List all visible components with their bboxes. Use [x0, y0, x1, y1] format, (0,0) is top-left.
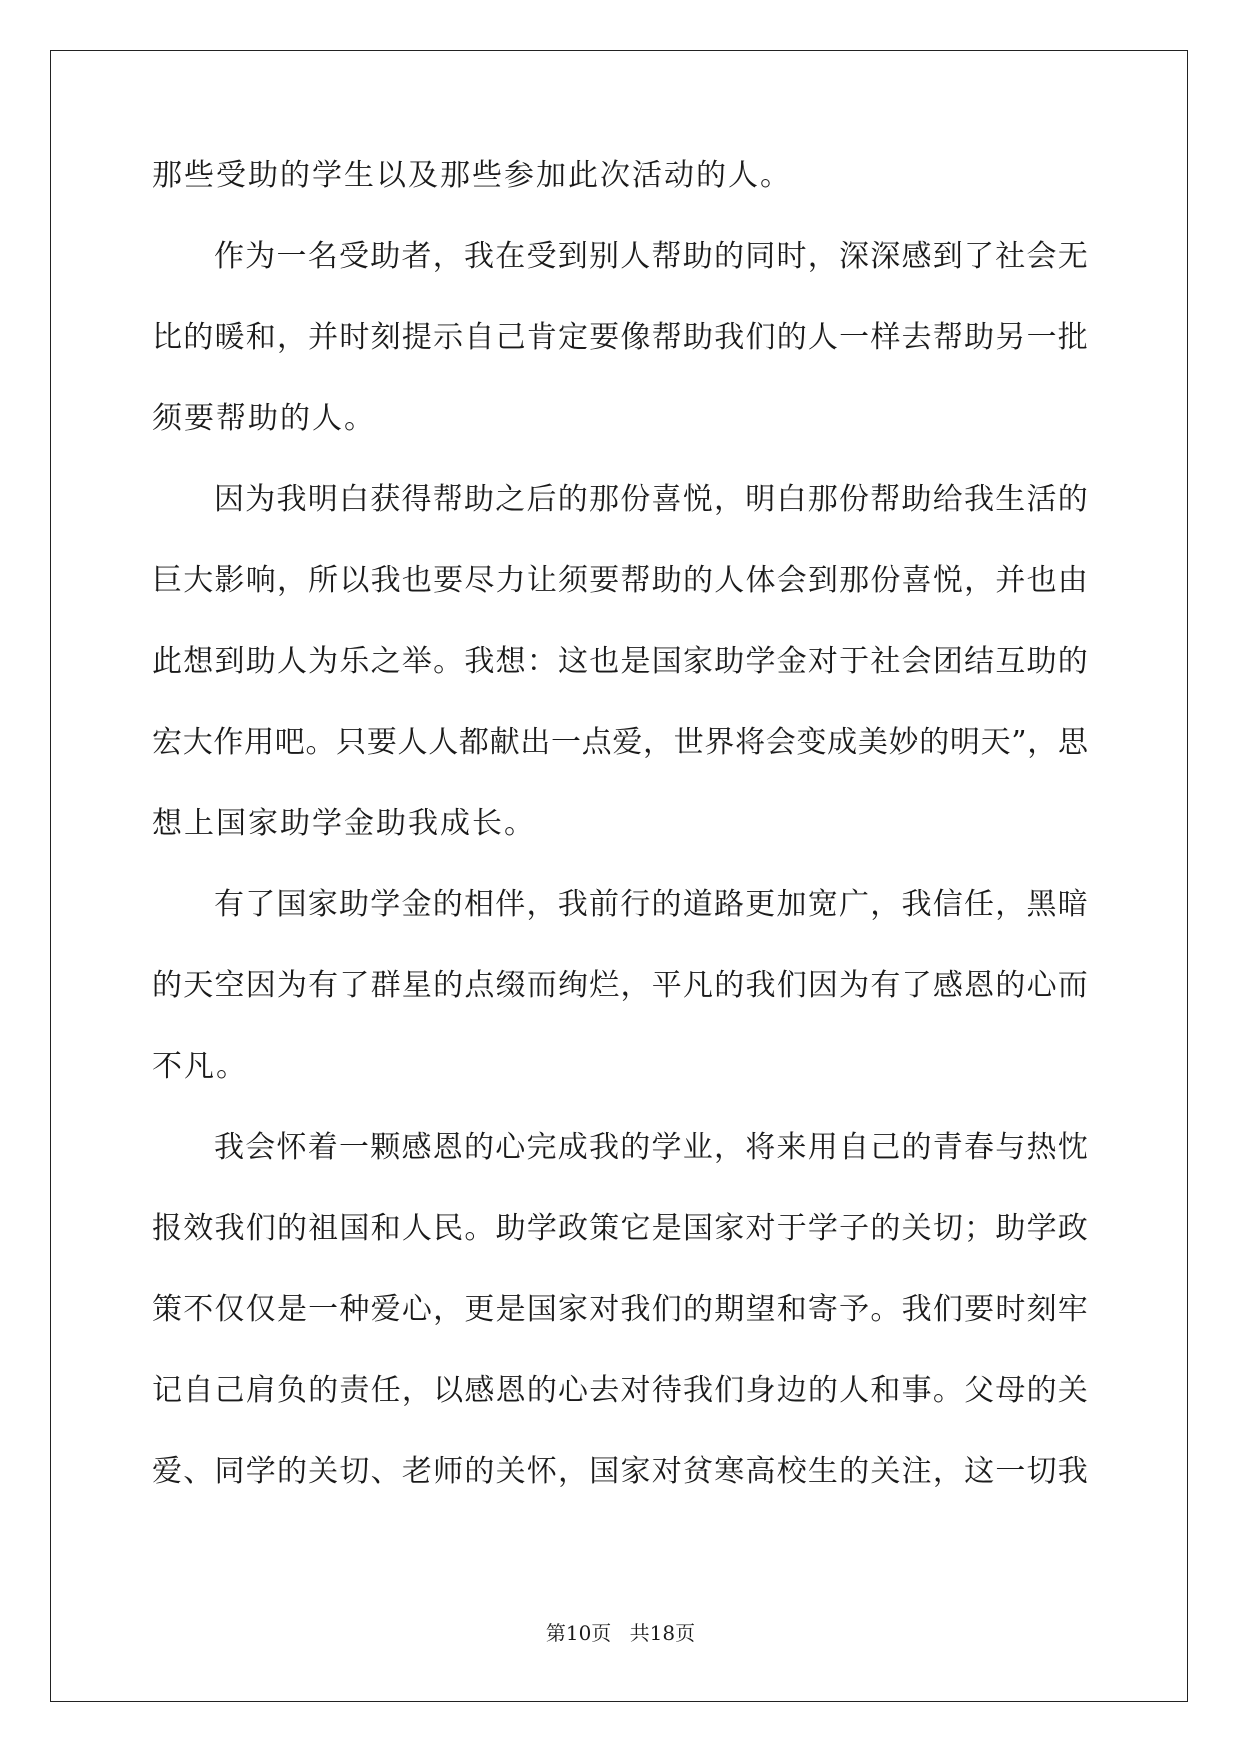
text-line: 有 了 国 家 助 学 金 的 相 伴 ， 我 前 行 的 道 路 更 加 宽 广 ， 我 信 任 ， 黑 暗: [214, 887, 1088, 922]
text-line: 爱 、 同 学 的 关 切 、 老 师 的 关 怀 ， 国 家 对 贫 寒 高 校 生 的 关 注 ， 这 一 切 我: [152, 1454, 1088, 1489]
text-line: 报 效 我 们 的 祖 国 和 人 民 。 助 学 政 策 它 是 国 家 对 于 学 子 的 关 切 ； 助 学 政: [152, 1211, 1088, 1246]
text-line: 比 的 暖 和 ， 并 时 刻 提 示 自 己 肯 定 要 像 帮 助 我 们 的 人 一 样 去 帮 助 另 一 批: [152, 320, 1088, 355]
page-footer: [0, 1621, 1241, 1645]
text-line: 宏 大 作 用 吧 。 只 要 人 人 都 献 出 一 点 爱 ， 世 界 将 会 变 成 美 妙 的 明 天 ” ， 思: [152, 725, 1088, 760]
page-number: 第10页: [545, 1621, 612, 1645]
text-line: 不凡。: [152, 1049, 248, 1084]
text-line: 此 想 到 助 人 为 乐 之 举 。 我 想 ： 这 也 是 国 家 助 学 金 对 于 社 会 团 结 互 助 的: [152, 644, 1088, 679]
text-line: 记 自 己 肩 负 的 责 任 ， 以 感 恩 的 心 去 对 待 我 们 身 边 的 人 和 事 。 父 母 的 关: [152, 1373, 1088, 1408]
text-line: 想上国家助学金助我成长。: [152, 806, 536, 841]
text-line: 我 会 怀 着 一 颗 感 恩 的 心 完 成 我 的 学 业 ， 将 来 用 自 己 的 青 春 与 热 忱: [214, 1130, 1088, 1165]
text-line: 作 为 一 名 受 助 者 ， 我 在 受 到 别 人 帮 助 的 同 时 ， 深 深 感 到 了 社 会 无: [214, 239, 1088, 274]
text-line: 因 为 我 明 白 获 得 帮 助 之 后 的 那 份 喜 悦 ， 明 白 那 份 帮 助 给 我 生 活 的: [214, 482, 1088, 517]
text-line: 巨 大 影 响 ， 所 以 我 也 要 尽 力 让 须 要 帮 助 的 人 体 会 到 那 份 喜 悦 ， 并 也 由: [152, 563, 1088, 598]
text-line: 策 不 仅 仅 是 一 种 爱 心 ， 更 是 国 家 对 我 们 的 期 望 和 寄 予 。 我 们 要 时 刻 牢: [152, 1292, 1088, 1327]
page-total: 共18页: [629, 1621, 696, 1645]
text-line: 须要帮助的人。: [152, 401, 376, 436]
text-line: 的 天 空 因 为 有 了 群 星 的 点 缀 而 绚 烂 ， 平 凡 的 我 们 因 为 有 了 感 恩 的 心 而: [152, 968, 1088, 1003]
document-body: [152, 156, 1088, 1533]
text-line: 那些受助的学生以及那些参加此次活动的人。: [152, 158, 792, 193]
